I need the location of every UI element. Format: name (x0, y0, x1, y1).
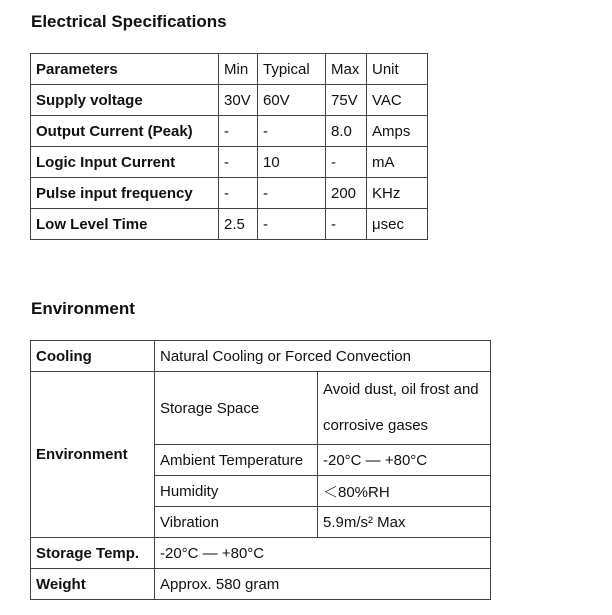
typical-value: - (258, 209, 326, 240)
vibration-label: Vibration (155, 507, 318, 538)
unit-value: mA (367, 147, 428, 178)
environment-table (30, 340, 491, 600)
cooling-label: Cooling (31, 341, 155, 372)
max-value: 8.0 (326, 116, 367, 147)
unit-value: Amps (367, 116, 428, 147)
max-value: 200 (326, 178, 367, 209)
storage-temp-label: Storage Temp. (31, 538, 155, 569)
table-row (31, 85, 428, 116)
param-name: Logic Input Current (31, 147, 219, 178)
typical-value: 10 (258, 147, 326, 178)
weight-label: Weight (31, 569, 155, 600)
min-value: - (219, 116, 258, 147)
max-value: - (326, 209, 367, 240)
typical-value: 60V (258, 85, 326, 116)
storage-temp-value: -20°C — +80°C (155, 538, 491, 569)
param-name: Low Level Time (31, 209, 219, 240)
table-row (31, 372, 491, 445)
typical-value: - (258, 116, 326, 147)
param-name: Supply voltage (31, 85, 219, 116)
min-value: 30V (219, 85, 258, 116)
table-row (31, 209, 428, 240)
humidity-label: Humidity (155, 476, 318, 507)
max-value: - (326, 147, 367, 178)
min-value: 2.5 (219, 209, 258, 240)
header-unit: Unit (367, 54, 428, 85)
storage-space-label: Storage Space (155, 372, 318, 445)
humidity-value: ＜80%RH (318, 476, 491, 507)
param-name: Pulse input frequency (31, 178, 219, 209)
header-min: Min (219, 54, 258, 85)
weight-value: Approx. 580 gram (155, 569, 491, 600)
min-value: - (219, 147, 258, 178)
unit-value: KHz (367, 178, 428, 209)
header-max: Max (326, 54, 367, 85)
table-row (31, 341, 491, 372)
table-row (31, 538, 491, 569)
electrical-specifications-table (30, 53, 428, 240)
cooling-value: Natural Cooling or Forced Convection (155, 341, 491, 372)
typical-value: - (258, 178, 326, 209)
ambient-temperature-label: Ambient Temperature (155, 445, 318, 476)
table-row (31, 147, 428, 178)
header-typical: Typical (258, 54, 326, 85)
environment-heading: Environment (31, 299, 135, 318)
unit-value: VAC (367, 85, 428, 116)
table-row (31, 569, 491, 600)
table-header-row (31, 54, 428, 85)
table-row (31, 116, 428, 147)
max-value: 75V (326, 85, 367, 116)
environment-label: Environment (31, 372, 155, 538)
param-name: Output Current (Peak) (31, 116, 219, 147)
header-parameters: Parameters (31, 54, 219, 85)
table-row (31, 178, 428, 209)
vibration-value: 5.9m/s² Max (318, 507, 491, 538)
unit-value: μsec (367, 209, 428, 240)
electrical-specifications-heading: Electrical Specifications (31, 12, 227, 31)
storage-space-value: Avoid dust, oil frost and corrosive gases (318, 372, 491, 445)
ambient-temperature-value: -20°C — +80°C (318, 445, 491, 476)
min-value: - (219, 178, 258, 209)
